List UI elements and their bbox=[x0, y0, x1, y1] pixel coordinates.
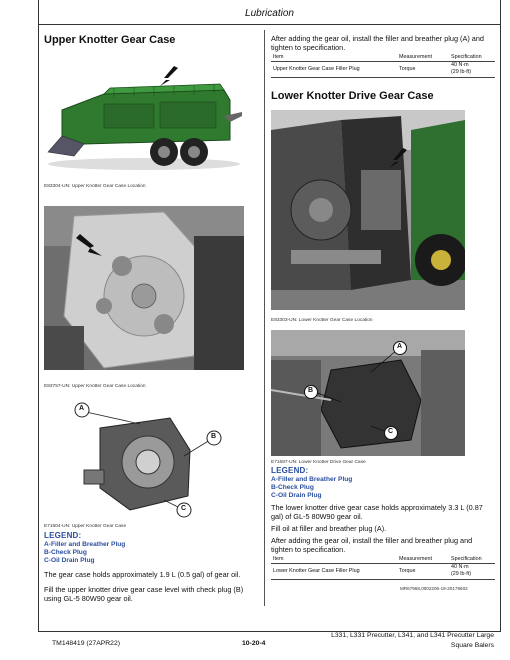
table-rule bbox=[271, 77, 495, 78]
legend-item: A-Filler and Breather Plug bbox=[271, 476, 353, 483]
table-rule bbox=[271, 579, 495, 580]
body-paragraph: The gear case holds approximately 1.9 L (0.5 gal) of gear oil. bbox=[44, 570, 241, 579]
footer-title-line1: L331, L331 Precutter, L341, and L341 Precutter Large bbox=[331, 632, 494, 639]
lower-knotter-location-image bbox=[271, 110, 465, 310]
spec-header-item: Item bbox=[273, 54, 284, 60]
figure-caption: E83304-UN: Upper Knotter Gear Case Location bbox=[44, 184, 146, 189]
section-title-lower-knotter: Lower Knotter Drive Gear Case bbox=[271, 90, 434, 102]
header-divider bbox=[38, 24, 501, 25]
body-paragraph: After adding the gear oil, install the filler and breather plug (A) and bbox=[271, 34, 484, 43]
body-paragraph: tighten to specification. bbox=[271, 545, 346, 554]
legend-title: LEGEND: bbox=[44, 531, 82, 540]
spec-header-measurement: Measurement bbox=[399, 54, 432, 60]
footer-title-line2: Square Balers bbox=[450, 642, 494, 649]
spec-measurement: Torque bbox=[399, 66, 416, 72]
lower-gear-case-image bbox=[271, 330, 465, 456]
legend-title: LEGEND: bbox=[271, 466, 309, 475]
legend-item: B-Check Plug bbox=[271, 484, 314, 491]
figure-caption: E83303-UN: Lower Knotter Gear Case Location bbox=[271, 318, 373, 323]
callout-a: A bbox=[79, 405, 85, 412]
body-paragraph: tighten to specification. bbox=[271, 43, 346, 52]
gear-case-diagram-image bbox=[60, 400, 230, 518]
baler-side-view-image bbox=[44, 60, 244, 178]
section-title-upper-knotter: Upper Knotter Gear Case bbox=[44, 34, 176, 46]
document-id: MR67968,0002206-19-20178602 bbox=[400, 586, 468, 591]
body-paragraph: gal) of GL-5 80W90 gear oil. bbox=[271, 512, 363, 521]
figure-caption: E71687-UN: Lower Knotter Drive Gear Case bbox=[271, 460, 366, 465]
body-paragraph: The lower knotter drive gear case holds approximately 3.3 L (0.87 bbox=[271, 503, 483, 512]
spec-item: Upper Knotter Gear Case Filler Plug bbox=[273, 66, 360, 72]
footer-page-number: 10-20-4 bbox=[242, 640, 266, 647]
spec-value-imperial: (29 lb·ft) bbox=[451, 69, 472, 75]
callout-a: A bbox=[397, 343, 403, 350]
legend-item: C-Oil Drain Plug bbox=[44, 557, 95, 564]
spec-value: 40 N·m bbox=[451, 62, 469, 68]
legend-item: C-Oil Drain Plug bbox=[271, 492, 322, 499]
callout-c: C bbox=[181, 505, 187, 512]
spec-table bbox=[271, 54, 495, 80]
spec-header-item: Item bbox=[273, 556, 284, 562]
spec-measurement: Torque bbox=[399, 568, 416, 574]
body-paragraph: using GL-5 80W90 gear oil. bbox=[44, 594, 133, 603]
knotter-gear-closeup-image bbox=[44, 206, 244, 370]
spec-header-specification: Specification bbox=[451, 54, 482, 60]
column-divider bbox=[264, 30, 265, 606]
spec-table bbox=[271, 556, 495, 582]
body-paragraph: After adding the gear oil, install the filler and breather plug and bbox=[271, 536, 473, 545]
callout-c: C bbox=[388, 428, 394, 435]
legend-item: A-Filler and Breather Plug bbox=[44, 541, 126, 548]
spec-item: Lower Knotter Gear Case Filler Plug bbox=[273, 568, 360, 574]
footer-tm-number: TM148419 (27APR22) bbox=[52, 640, 121, 647]
figure-caption: E83757-UN: Upper Knotter Gear Case Location bbox=[44, 384, 146, 389]
spec-value: 40 N·m bbox=[451, 564, 469, 570]
body-paragraph: Fill oil at filler and breather plug (A). bbox=[271, 524, 387, 533]
figure-caption: E71604-UN: Upper Knotter Gear Case bbox=[44, 524, 127, 529]
page-header: Lubrication bbox=[245, 8, 294, 19]
spec-header-measurement: Measurement bbox=[399, 556, 432, 562]
spec-value-imperial: (29 lb·ft) bbox=[451, 571, 472, 577]
legend-item: B-Check Plug bbox=[44, 549, 87, 556]
spec-header-specification: Specification bbox=[451, 556, 482, 562]
callout-b: B bbox=[308, 387, 314, 394]
callout-b: B bbox=[211, 433, 217, 440]
body-paragraph: Fill the upper knotter drive gear case level with check plug (B) bbox=[44, 585, 244, 594]
